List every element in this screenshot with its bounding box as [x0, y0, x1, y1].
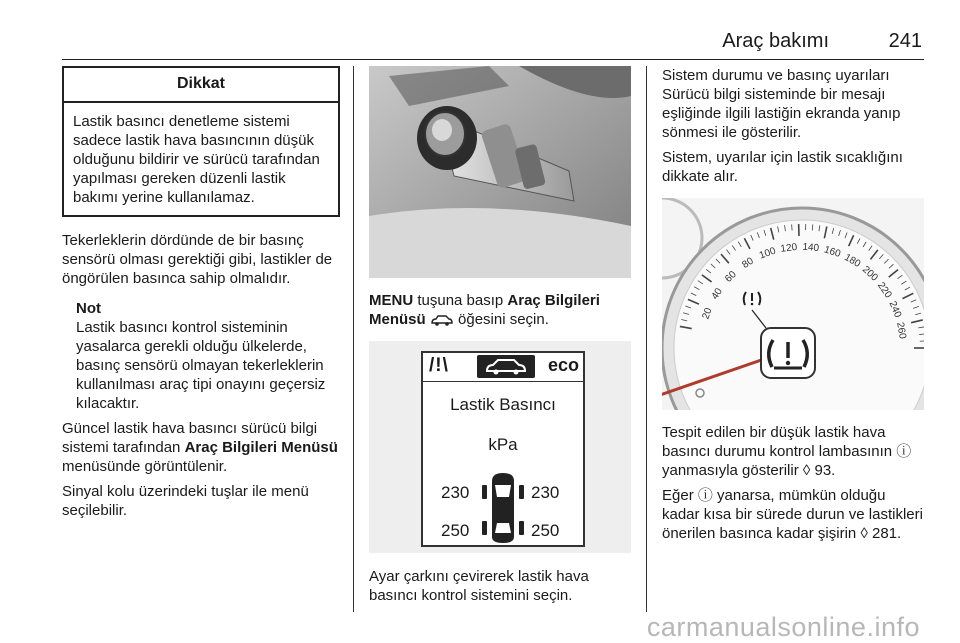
car-top-view-icon — [479, 471, 527, 545]
column-1 — [62, 66, 340, 520]
tpms-inline-icon: ⓘ — [896, 443, 911, 460]
text-run: menüsünde görüntülenir. — [62, 458, 227, 475]
caution-text: Lastik basıncı denetleme sistemi sadece lastik hava basıncının düşük olduğunu bildirir ve sürücü tarafından yapılması gereken düzenli lastik bakımı yerine kullanılamaz. — [64, 103, 338, 215]
tire-pressure-display-figure — [369, 341, 631, 553]
tpms-warning-icon-callout — [761, 328, 815, 378]
page-ref-icon: ◊ — [860, 525, 872, 542]
paragraph — [662, 486, 924, 543]
paragraph — [62, 419, 340, 476]
scale-label: 80 — [740, 255, 756, 270]
road-icon: /!\ — [429, 355, 449, 377]
tire-rear-left-value: 250 — [441, 521, 469, 541]
note-title: Not — [76, 299, 340, 318]
note-block — [76, 299, 340, 413]
text-run: Güncel lastik hava basıncı sürücü bilgi sistemi tarafından — [62, 420, 317, 456]
display-tab-bar — [423, 353, 583, 382]
paragraph — [662, 423, 924, 480]
header-rule — [62, 59, 924, 60]
caution-title: Dikkat — [64, 68, 338, 103]
tire-front-right-value: 230 — [531, 483, 559, 503]
column-2 — [369, 66, 631, 605]
tpms-inline-icon: ⓘ — [698, 487, 713, 504]
eco-label: eco — [548, 355, 579, 376]
page-ref-icon: ◊ — [803, 462, 815, 479]
scale-tick — [812, 224, 813, 230]
tire-rear-right-value: 250 — [531, 521, 559, 541]
scale-label: 180 — [842, 252, 862, 270]
text-run: öğesini seçin. — [454, 311, 549, 328]
text-run: Eğer — [662, 487, 698, 504]
scale-label: 140 — [802, 242, 820, 254]
car-tab-icon — [477, 355, 535, 378]
caption: Ayar çarkını çevirerek lastik hava basıncı kontrol sistemini seçin. — [369, 567, 631, 605]
column-divider — [353, 66, 354, 612]
page-header — [62, 22, 924, 52]
text-run: tuşuna basıp — [413, 292, 507, 309]
note-text: Lastik basıncı kontrol sisteminin yasalarca gerekli olduğu ülkelerde, basınç sensörü olmayan tekerleklerin kullanılması araç tipi onayını geçersiz kılacaktır. — [76, 318, 340, 413]
text-run: Tespit edilen bir düşük lastik hava basıncı durumu kontrol lambasının — [662, 424, 896, 460]
text-run: yanarsa, mümkün olduğu kadar kısa bir sürede durun ve lastikleri önerilen basınca kadar şişirin — [662, 487, 923, 542]
tire-front-left-value: 230 — [441, 483, 469, 503]
column-3 — [662, 66, 924, 543]
scale-label: 20 — [700, 306, 714, 321]
scale-tick — [792, 224, 793, 230]
page-number: 241 — [889, 30, 922, 53]
page-reference: 281. — [872, 525, 901, 542]
display-screen — [421, 351, 585, 547]
scale-label: 200 — [860, 264, 880, 284]
caution-box — [62, 66, 340, 217]
menu-name: Araç Bilgileri Menüsü — [185, 439, 338, 456]
scale-label: 120 — [780, 242, 798, 255]
turn-signal-stalk-photo — [369, 66, 631, 278]
scale-label: 260 — [894, 321, 908, 340]
watermark: carmanualsonline.info — [647, 612, 920, 643]
menu-name: Araç Bilgileri Menüsü — [369, 292, 600, 328]
scale-label: 220 — [875, 280, 894, 300]
text-run: yanmasıyla gösterilir — [662, 462, 803, 479]
paragraph: Sistem durumu ve basınç uyarıları Sürücü bilgi sisteminde bir mesajı eşliğinde ilgili lastiğin ekranda yanıp sönmesi ile gösterilir. — [662, 66, 924, 142]
scale-label: 100 — [758, 245, 778, 261]
section-title: Araç bakımı — [722, 30, 829, 53]
speedometer-photo — [662, 198, 924, 410]
column-divider — [646, 66, 647, 612]
paragraph: Sinyal kolu üzerindeki tuşlar ile menü seçilebilir. — [62, 482, 340, 520]
scale-label: 60 — [723, 269, 739, 285]
scale-label: 40 — [710, 286, 725, 302]
scale-label: 240 — [887, 300, 904, 320]
scale-label: 160 — [823, 244, 843, 260]
display-unit: kPa — [423, 435, 583, 455]
paragraph: Sistem, uyarılar için lastik sıcaklığını dikkate alır. — [662, 148, 924, 186]
car-info-icon — [430, 313, 454, 327]
page-reference: 93. — [814, 462, 835, 479]
paragraph: Tekerleklerin dördünde de bir basınç sensörü olması gerektiği gibi, lastikler de öngörülen basınca sahip olmalıdır. — [62, 231, 340, 288]
display-title: Lastik Basıncı — [423, 395, 583, 415]
menu-key: MENU — [369, 292, 413, 309]
paragraph — [369, 291, 631, 329]
